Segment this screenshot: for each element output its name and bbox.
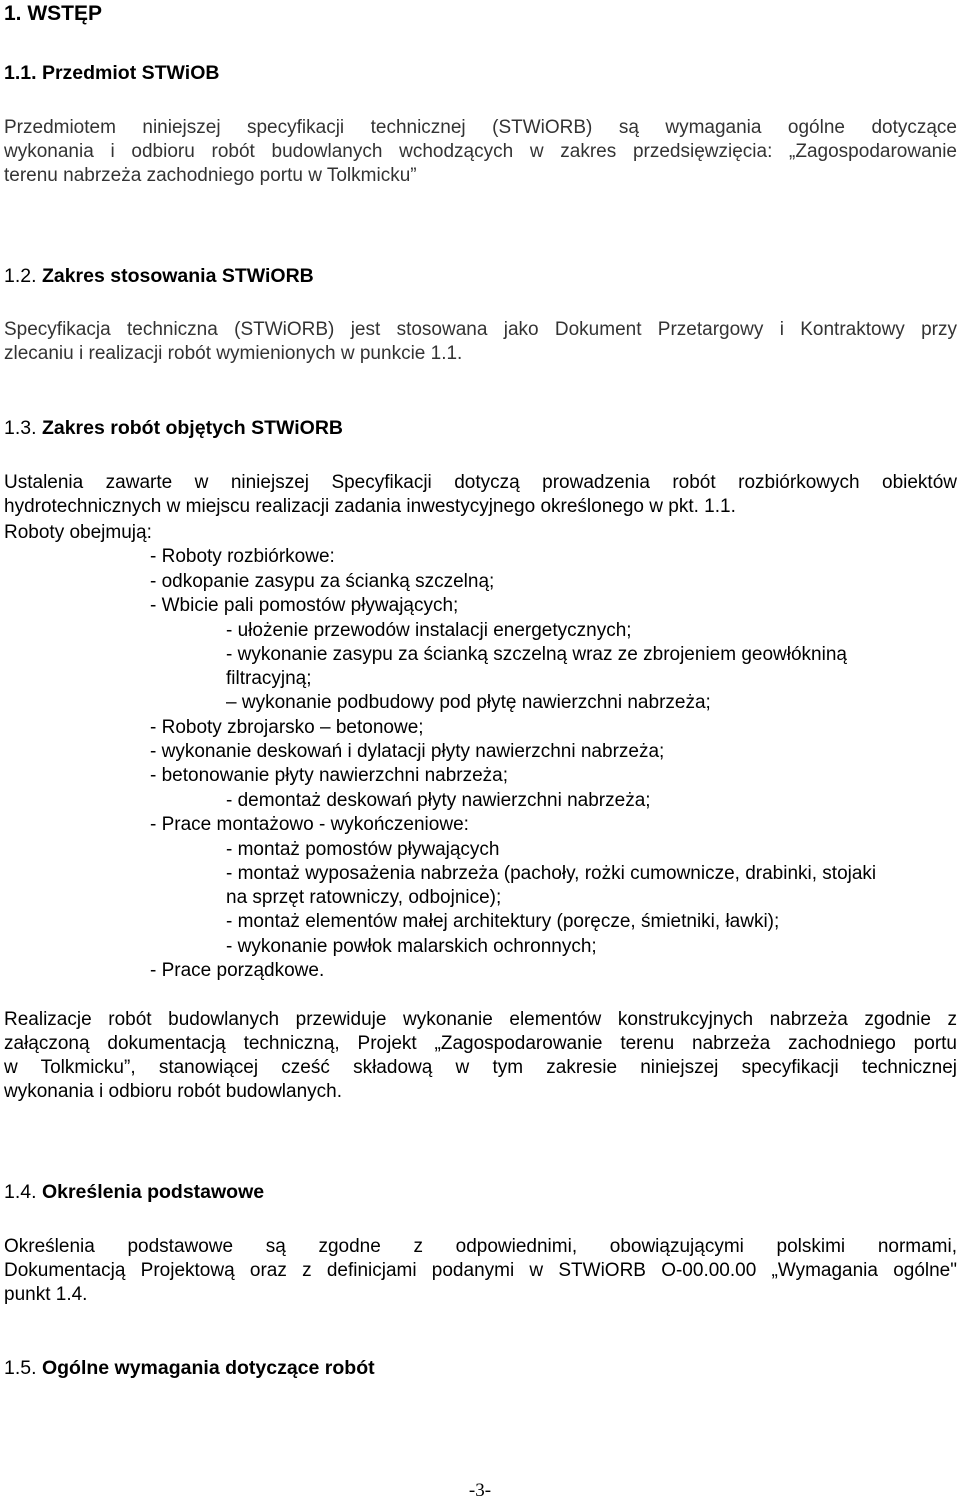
list-item: filtracyjną; — [226, 668, 312, 689]
list-item: - Roboty zbrojarsko – betonowe; — [150, 717, 424, 738]
list-item: – wykonanie podbudowy pod płytę nawierzchni nabrzeża; — [226, 692, 711, 713]
paragraph-line: Określenia podstawowe są zgodne z odpowiednimi, obowiązującymi polskimi normami, — [4, 1236, 957, 1257]
paragraph-line: Specyfikacja techniczna (STWiORB) jest stosowana jako Dokument Przetargowy i Kontraktowy przy — [4, 319, 957, 340]
section-title: Ogólne wymagania dotyczące robót — [41, 1357, 375, 1379]
chapter-heading: 1. WSTĘP — [4, 2, 103, 25]
list-item: - betonowanie płyty nawierzchni nabrzeża; — [150, 765, 509, 786]
paragraph-line: zlecaniu i realizacji robót wymienionych w punkcie 1.1. — [4, 343, 463, 364]
list-item: - wykonanie zasypu za ścianką szczelną wraz ze zbrojeniem geowłókniną — [226, 644, 847, 665]
paragraph-line: wykonania i odbioru robót budowlanych. — [4, 1081, 342, 1102]
list-item: na sprzęt ratowniczy, odbojnice); — [226, 887, 502, 908]
list-item: - montaż wyposażenia nabrzeża (pachoły, rożki cumownicze, drabinki, stojaki — [226, 863, 877, 884]
paragraph-line: Przedmiotem niniejszej specyfikacji technicznej (STWiORB) są wymagania ogólne dotyczące — [4, 117, 957, 138]
section-1-4-paragraph — [4, 1235, 957, 1307]
paragraph-line: Ustalenia zawarte w niniejszej Specyfikacji dotyczą prowadzenia robót rozbiórkowych obiektów — [4, 472, 957, 493]
section-1-3-heading — [4, 417, 343, 440]
section-1-2-paragraph — [4, 318, 957, 366]
section-title: Określenia podstawowe — [41, 1181, 265, 1203]
works-intro: Roboty obejmują: — [4, 522, 152, 543]
list-item: - montaż elementów małej architektury (poręcze, śmietniki, ławki); — [226, 911, 780, 932]
section-1-2-heading — [4, 265, 314, 288]
list-item: - demontaż deskowań płyty nawierzchni nabrzeża; — [226, 790, 651, 811]
paragraph-line: punkt 1.4. — [4, 1284, 88, 1305]
page-number: -3- — [468, 1480, 492, 1501]
section-1-3-paragraph — [4, 471, 957, 519]
section-1-5-heading — [4, 1357, 375, 1380]
paragraph-line: w Tolkmicku”, stanowiącej cześć składową w tym zakresie niniejszej specyfikacji technicznej — [4, 1057, 957, 1078]
section-1-1-paragraph — [4, 116, 957, 188]
list-item: - ułożenie przewodów instalacji energetycznych; — [226, 620, 632, 641]
list-item: - Wbicie pali pomostów pływających; — [150, 595, 459, 616]
section-number: 1.2. — [4, 265, 37, 287]
section-1-4-heading — [4, 1181, 264, 1204]
section-number: 1.4. — [4, 1181, 37, 1203]
list-item: - odkopanie zasypu za ścianką szczelną; — [150, 571, 495, 592]
paragraph-line: załączoną dokumentacją techniczną, Projekt „Zagospodarowanie terenu nabrzeża zachodniego portu — [4, 1033, 957, 1054]
paragraph-line: terenu nabrzeża zachodniego portu w Tolkmicku” — [4, 165, 417, 186]
list-item: - Prace montażowo - wykończeniowe: — [150, 814, 469, 835]
section-1-3-closing — [4, 1008, 957, 1104]
list-item: - wykonanie deskowań i dylatacji płyty nawierzchni nabrzeża; — [150, 741, 665, 762]
section-number: 1.5. — [4, 1357, 37, 1379]
section-1-1-heading: 1.1. Przedmiot STWiOB — [4, 62, 220, 84]
section-number: 1.3. — [4, 417, 37, 439]
paragraph-line: wykonania i odbioru robót budowlanych wchodzących w zakres przedsięwzięcia: „Zagospodarowanie — [4, 141, 957, 162]
paragraph-line: Realizacje robót budowlanych przewiduje wykonanie elementów konstrukcyjnych nabrzeża zgodnie z — [4, 1009, 957, 1030]
section-title: Zakres stosowania STWiORB — [41, 265, 314, 287]
list-item: - Prace porządkowe. — [150, 960, 325, 981]
list-item: - Roboty rozbiórkowe: — [150, 546, 335, 567]
paragraph-line: hydrotechnicznych w miejscu realizacji zadania inwestycyjnego określonego w pkt. 1.1. — [4, 496, 736, 517]
list-item: - montaż pomostów pływających — [226, 839, 500, 860]
list-item: - wykonanie powłok malarskich ochronnych; — [226, 936, 597, 957]
section-title: Zakres robót objętych STWiORB — [41, 417, 343, 439]
paragraph-line: Dokumentacją Projektową oraz z definicjami podanymi w STWiORB O-00.00.00 „Wymagania ogólne" — [4, 1260, 957, 1281]
